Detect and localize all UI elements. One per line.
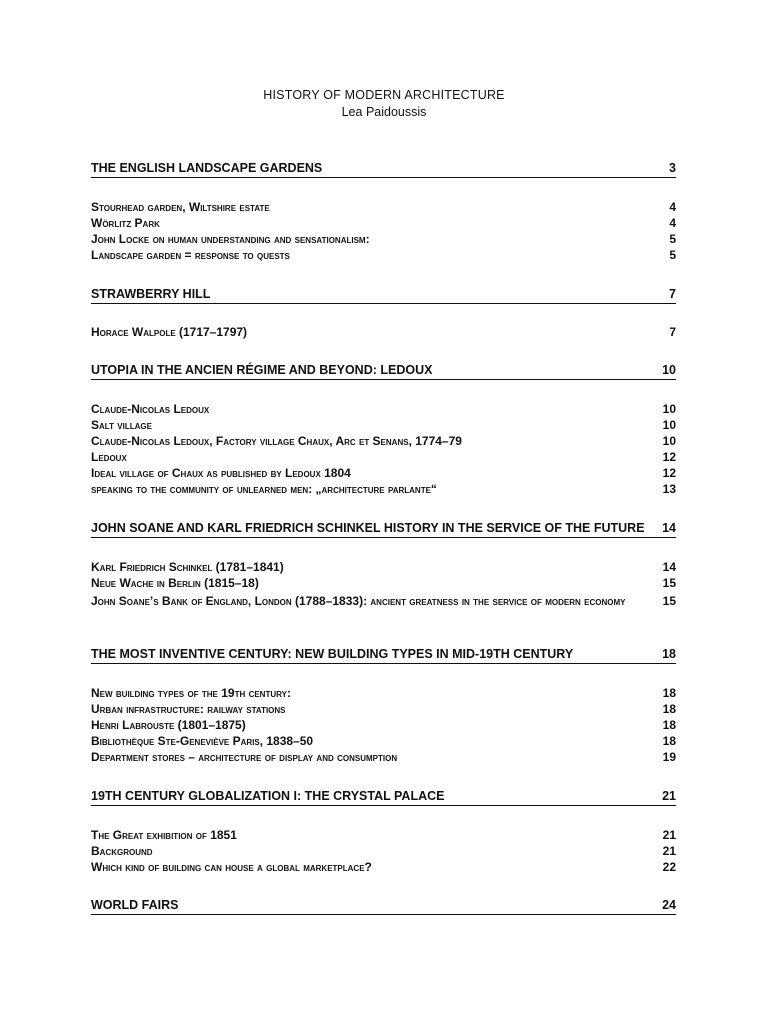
toc-entry-title: Background xyxy=(91,844,153,858)
toc-entry-page: 15 xyxy=(662,576,676,590)
toc-entry[interactable] xyxy=(91,231,676,247)
toc-section xyxy=(91,898,676,915)
toc-entry-page: 19 xyxy=(662,750,676,764)
toc-entry-page: 4 xyxy=(669,200,676,214)
toc-entry-title: Bibliothèque Ste-Geneviève Paris, 1838–50 xyxy=(91,734,314,748)
toc-entry-list xyxy=(91,827,676,875)
toc-entry-page: 5 xyxy=(669,248,676,262)
toc-entry-list xyxy=(91,199,676,263)
toc-entry-title: New building types of the 19th century: xyxy=(91,686,291,700)
toc-entry-title: speaking to the community of unlearned men: „architecture parlante“ xyxy=(91,482,437,496)
toc-entry[interactable] xyxy=(91,247,676,263)
toc-entry-title: Neue Wache in Berlin (1815–18) xyxy=(91,576,259,590)
toc-entry-page: 10 xyxy=(662,418,676,432)
toc-entry-page: 14 xyxy=(662,560,676,574)
toc-entry[interactable] xyxy=(91,324,676,340)
toc-chapter[interactable] xyxy=(91,789,676,806)
toc-chapter-title: THE ENGLISH LANDSCAPE GARDENS xyxy=(91,161,323,175)
toc-entry[interactable] xyxy=(91,481,676,497)
toc-entry-page: 18 xyxy=(662,718,676,732)
toc-chapter-page: 10 xyxy=(662,363,676,377)
toc-entry[interactable] xyxy=(91,401,676,417)
toc-section xyxy=(91,161,676,178)
toc-section xyxy=(91,647,676,664)
toc-chapter[interactable] xyxy=(91,363,676,380)
toc-entry-page: 22 xyxy=(662,860,676,874)
toc-chapter-page: 3 xyxy=(669,161,676,175)
toc-entry-title: Ledoux xyxy=(91,450,127,464)
toc-entry-title: Claude-Nicolas Ledoux, Factory village Chaux, Arc et Senans, 1774–79 xyxy=(91,434,462,448)
toc-entry[interactable] xyxy=(91,465,676,481)
toc-entry[interactable] xyxy=(91,749,676,765)
toc-section xyxy=(91,363,676,380)
toc-chapter-page: 14 xyxy=(662,521,676,535)
toc-entry-title: Salt village xyxy=(91,418,152,432)
toc-entry-list xyxy=(91,324,676,340)
toc-chapter-title: STRAWBERRY HILL xyxy=(91,287,211,301)
toc-entry-title: John Locke on human understanding and sensationalism: xyxy=(91,232,370,246)
toc-entry-title: Claude-Nicolas Ledoux xyxy=(91,402,210,416)
toc-entry-page: 18 xyxy=(662,686,676,700)
toc-entry-page: 10 xyxy=(662,402,676,416)
toc-entry[interactable] xyxy=(91,199,676,215)
toc-entry-title: Stourhead garden, Wiltshire estate xyxy=(91,200,270,214)
toc-chapter[interactable] xyxy=(91,161,676,178)
toc-chapter-title: JOHN SOANE AND KARL FRIEDRICH SCHINKEL HISTORY IN THE SERVICE OF THE FUTURE xyxy=(91,521,645,535)
toc-entry-page: 10 xyxy=(662,434,676,448)
toc-entry[interactable] xyxy=(91,215,676,231)
toc-entry[interactable] xyxy=(91,843,676,859)
document-title: HISTORY OF MODERN ARCHITECTURE xyxy=(263,88,505,102)
toc-entry[interactable] xyxy=(91,685,676,701)
toc-chapter[interactable] xyxy=(91,521,676,538)
toc-entry[interactable] xyxy=(91,859,676,875)
document-author: Lea Paidoussis xyxy=(341,105,427,119)
toc-entry-title: John Soane’s Bank of England, London (1788–1833): ancient greatness in the service of modern economy xyxy=(91,594,626,608)
toc-chapter-page: 7 xyxy=(669,287,676,301)
toc-entry-title: Landscape garden = response to quests xyxy=(91,248,290,262)
toc-entry-title: Which kind of building can house a global marketplace? xyxy=(91,860,372,874)
toc-entry-page: 18 xyxy=(662,734,676,748)
toc-entry[interactable] xyxy=(91,591,676,611)
toc-entry-list xyxy=(91,559,676,611)
document-header xyxy=(0,87,768,121)
toc-entry-page: 15 xyxy=(662,594,676,608)
toc-entry-page: 12 xyxy=(662,450,676,464)
toc-chapter-page: 24 xyxy=(662,898,676,912)
toc-entry-title: Department stores – architecture of display and consumption xyxy=(91,750,398,764)
toc-entry-page: 12 xyxy=(662,466,676,480)
toc-entry[interactable] xyxy=(91,417,676,433)
toc-entry-page: 21 xyxy=(662,828,676,842)
toc-section xyxy=(91,521,676,538)
toc-entry-page: 18 xyxy=(662,702,676,716)
toc-entry-title: Ideal village of Chaux as published by Ledoux 1804 xyxy=(91,466,351,480)
toc-entry-page: 7 xyxy=(669,325,676,339)
toc-entry[interactable] xyxy=(91,733,676,749)
toc-chapter-page: 18 xyxy=(662,647,676,661)
toc-entry-page: 21 xyxy=(662,844,676,858)
toc-chapter[interactable] xyxy=(91,647,676,664)
toc-section xyxy=(91,789,676,806)
toc-section xyxy=(91,287,676,304)
toc-entry[interactable] xyxy=(91,717,676,733)
toc-entry[interactable] xyxy=(91,827,676,843)
toc-entry-title: The Great exhibition of 1851 xyxy=(91,828,237,842)
toc-chapter-title: WORLD FAIRS xyxy=(91,898,179,912)
toc-entry[interactable] xyxy=(91,701,676,717)
toc-entry-page: 4 xyxy=(669,216,676,230)
toc-entry-page: 5 xyxy=(669,232,676,246)
toc-entry-page: 13 xyxy=(662,482,676,496)
toc-entry-title: Henri Labrouste (1801–1875) xyxy=(91,718,246,732)
toc-entry[interactable] xyxy=(91,559,676,575)
toc-entry[interactable] xyxy=(91,433,676,449)
toc-chapter-title: UTOPIA IN THE ANCIEN RÉGIME AND BEYOND: LEDOUX xyxy=(91,363,433,377)
toc-chapter-title: 19TH CENTURY GLOBALIZATION I: THE CRYSTAL PALACE xyxy=(91,789,445,803)
toc-entry-title: Urban infrastructure: railway stations xyxy=(91,702,286,716)
toc-entry-list xyxy=(91,401,676,497)
toc-entry-list xyxy=(91,685,676,765)
toc-entry[interactable] xyxy=(91,449,676,465)
toc-entry[interactable] xyxy=(91,575,676,591)
toc-entry-title: Horace Walpole (1717–1797) xyxy=(91,325,248,339)
toc-chapter-page: 21 xyxy=(662,789,676,803)
toc-entry-title: Karl Friedrich Schinkel (1781–1841) xyxy=(91,560,284,574)
toc-chapter-title: THE MOST INVENTIVE CENTURY: NEW BUILDING TYPES IN MID-19TH CENTURY xyxy=(91,647,574,661)
toc-entry-title: Wörlitz Park xyxy=(91,216,160,230)
toc-chapter[interactable] xyxy=(91,898,676,915)
toc-chapter[interactable] xyxy=(91,287,676,304)
